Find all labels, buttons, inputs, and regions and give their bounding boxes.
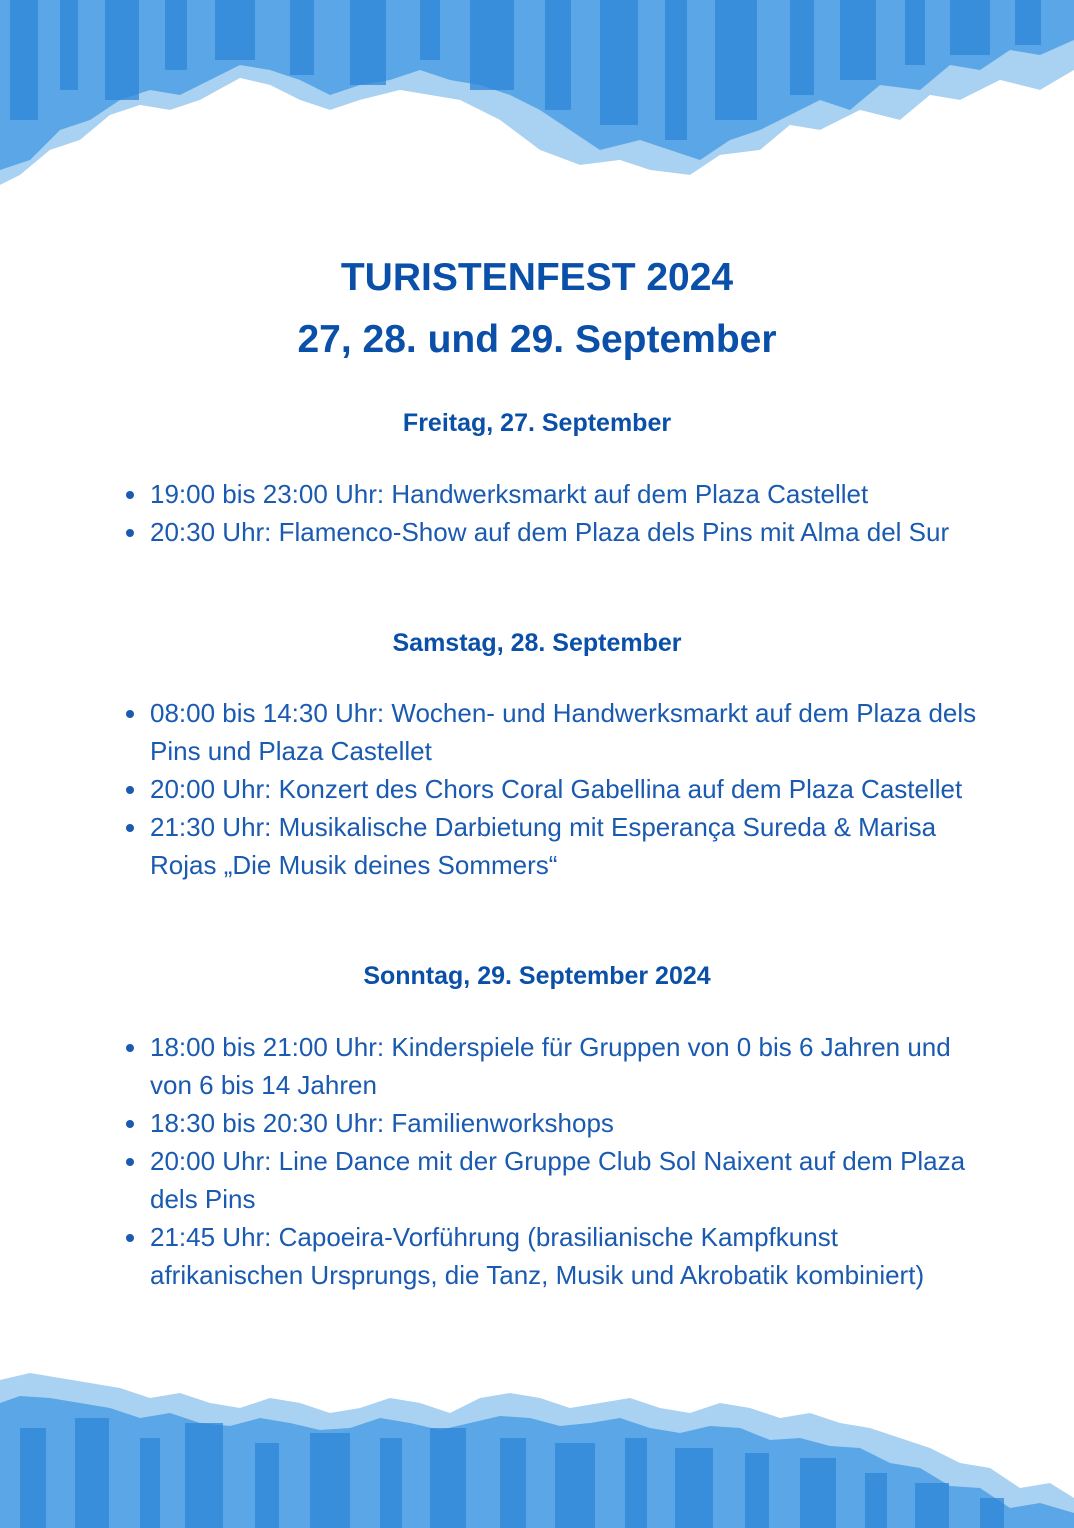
list-item <box>118 1104 978 1142</box>
bullet-icon <box>126 1044 134 1052</box>
list-item <box>118 513 978 551</box>
event-list-friday <box>118 475 978 551</box>
bullet-icon <box>126 529 134 537</box>
bullet-icon <box>126 1120 134 1128</box>
event-text: 08:00 bis 14:30 Uhr: Wochen- und Handwerksmarkt auf dem Plaza dels Pins und Plaza Castellet <box>150 698 977 766</box>
bullet-icon <box>126 710 134 718</box>
day-heading-friday: Freitag, 27. September <box>402 409 672 437</box>
bullet-icon <box>126 491 134 499</box>
event-list-sunday <box>118 1028 978 1294</box>
day-heading-saturday: Samstag, 28. September <box>392 629 682 657</box>
festival-title: TURISTENFEST 2024 <box>340 256 734 299</box>
bullet-icon <box>126 824 134 832</box>
event-text: 18:30 bis 20:30 Uhr: Familienworkshops <box>150 1108 614 1138</box>
day-heading-sunday: Sonntag, 29. September 2024 <box>363 962 711 990</box>
list-item <box>118 1218 978 1294</box>
list-item <box>118 1028 978 1104</box>
festival-dates: 27, 28. und 29. September <box>297 318 777 361</box>
list-item <box>118 694 978 770</box>
list-item <box>118 1142 978 1218</box>
list-item <box>118 475 978 513</box>
list-item <box>118 808 978 884</box>
event-text: 19:00 bis 23:00 Uhr: Handwerksmarkt auf dem Plaza Castellet <box>150 479 869 509</box>
list-item <box>118 770 978 808</box>
event-list-saturday <box>118 694 978 884</box>
event-text: 20:00 Uhr: Line Dance mit der Gruppe Club Sol Naixent auf dem Plaza dels Pins <box>150 1146 966 1214</box>
top-watercolor-decoration <box>0 0 1074 205</box>
event-text: 21:30 Uhr: Musikalische Darbietung mit Esperança Sureda & Marisa Rojas „Die Musik deines Sommers“ <box>150 812 937 880</box>
event-text: 21:45 Uhr: Capoeira-Vorführung (brasilianische Kampfkunst afrikanischen Ursprungs, die Tanz, Musik und Akrobatik kombiniert) <box>150 1222 925 1290</box>
bullet-icon <box>126 1234 134 1242</box>
event-text: 18:00 bis 21:00 Uhr: Kinderspiele für Gruppen von 0 bis 6 Jahren und von 6 bis 14 Jahren <box>150 1032 951 1100</box>
event-text: 20:30 Uhr: Flamenco-Show auf dem Plaza dels Pins mit Alma del Sur <box>150 517 950 547</box>
bottom-watercolor-decoration <box>0 1368 1074 1528</box>
bullet-icon <box>126 786 134 794</box>
event-text: 20:00 Uhr: Konzert des Chors Coral Gabellina auf dem Plaza Castellet <box>150 774 963 804</box>
page-title <box>0 252 1074 366</box>
bullet-icon <box>126 1158 134 1166</box>
